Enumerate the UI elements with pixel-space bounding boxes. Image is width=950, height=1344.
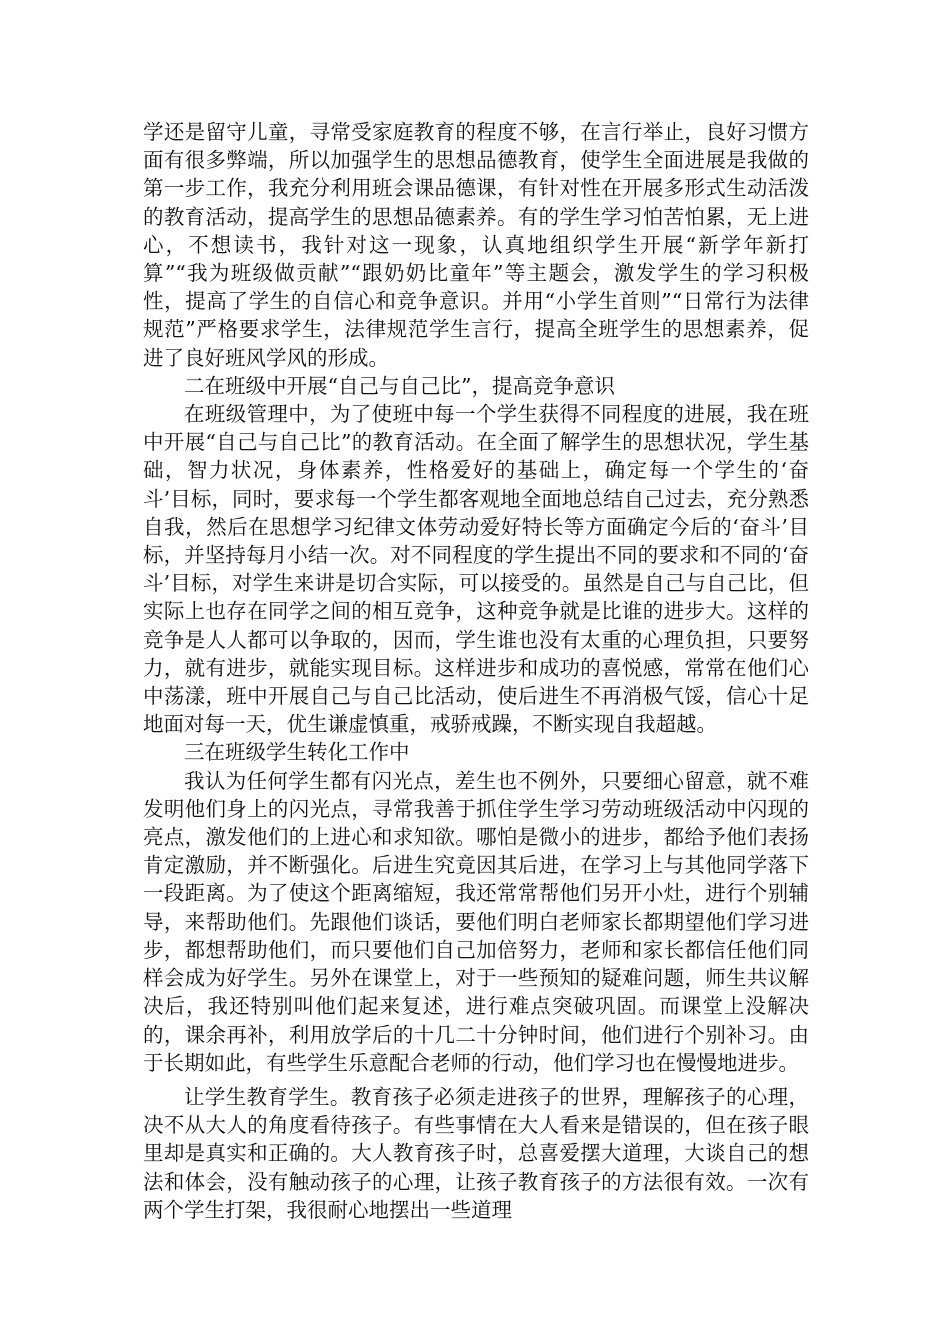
paragraph-peer-education: 让学生教育学生。教育孩子必须走进孩子的世界，理解孩子的心理，决不从大人的角度看待孩子。有些事情在大人看来是错误的，但在孩子眼里却是真实和正确的。大人教育孩子时，总喜爱摆大道理，大谈自己的想法和体会，没有触动孩子的心理，让孩子教育孩子的方法很有效。一次有两个学生打架，我很耐心地摆出一些道理 (143, 1084, 809, 1222)
section-heading-two: 二在班级中开展“自己与自己比”，提高竞争意识 (184, 373, 615, 398)
paragraph-self-comparison: 在班级管理中，为了使班中每一个学生获得不同程度的进展，我在班中开展“自己与自己比”的教育活动。在全面了解学生的思想状况，学生基础，智力状况，身体素养，性格爱好的基础上，确定每一个学生的‘奋斗’目标，同时，要求每一个学生都客观地全面地总结自己过去，充分熟悉自我，然后在思想学习纪律文体劳动爱好特长等方面确定今后的‘奋斗’目标，并坚持每月小结一次。对不同程度的学生提出不同的要求和不同的‘奋斗’目标，对学生来讲是切合实际，可以接受的。虽然是自己与自己比，但实际上也存在同学之间的相互竞争，这种竞争就是比谁的进步大。这样的竞争是人人都可以争取的，因而，学生谁也没有太重的心理负担，只要努力，就有进步，就能实现目标。这样进步和成功的喜悦感，常常在他们心中荡漾，班中开展自己与自己比活动，使后进生不再消极气馁，信心十足地面对每一天，优生谦虚慎重，戒骄戒躁，不断实现自我超越。 (143, 402, 809, 737)
paragraph-student-transformation: 我认为任何学生都有闪光点，差生也不例外，只要细心留意，就不难发明他们身上的闪光点，寻常我善于抓住学生学习劳动班级活动中闪现的亮点，激发他们的上进心和求知欲。哪怕是微小的进步，都给予他们表扬肯定激励，并不断强化。后进生究竟因其后进，在学习上与其他同学落下一段距离。为了使这个距离缩短，我还常常帮他们另开小灶，进行个别辅导，来帮助他们。先跟他们谈话，要他们明白老师家长都期望他们学习进步，都想帮助他们，而只要他们自己加倍努力，老师和家长都信任他们同样会成为好学生。另外在课堂上，对于一些预知的疑难问题，师生共议解决后，我还特别叫他们起来复述，进行难点突破巩固。而课堂上没解决的，课余再补，利用放学后的十几二十分钟时间，他们进行个别补习。由于长期如此，有些学生乐意配合老师的行动，他们学习也在慢慢地进步。 (143, 768, 809, 1075)
document-page (143, 118, 809, 1224)
paragraph-moral-education: 学还是留守儿童，寻常受家庭教育的程度不够，在言行举止，良好习惯方面有很多弊端，所以加强学生的思想品德教育，使学生全面进展是我做的第一步工作，我充分利用班会课品德课，有针对性在开展多形式生动活泼的教育活动，提高学生的思想品德素养。有的学生学习怕苦怕累，无上进心，不想读书，我针对这一现象，认真地组织学生开展“新学年新打算”“我为班级做贡献”“跟奶奶比童年”等主题会，激发学生的学习积极性，提高了学生的自信心和竞争意识。并用“小学生首则”“日常行为法律规范”严格要求学生，法律规范学生言行，提高全班学生的思想素养，促进了良好班风学风的形成。 (143, 120, 809, 370)
section-heading-three: 三在班级学生转化工作中 (184, 740, 410, 765)
